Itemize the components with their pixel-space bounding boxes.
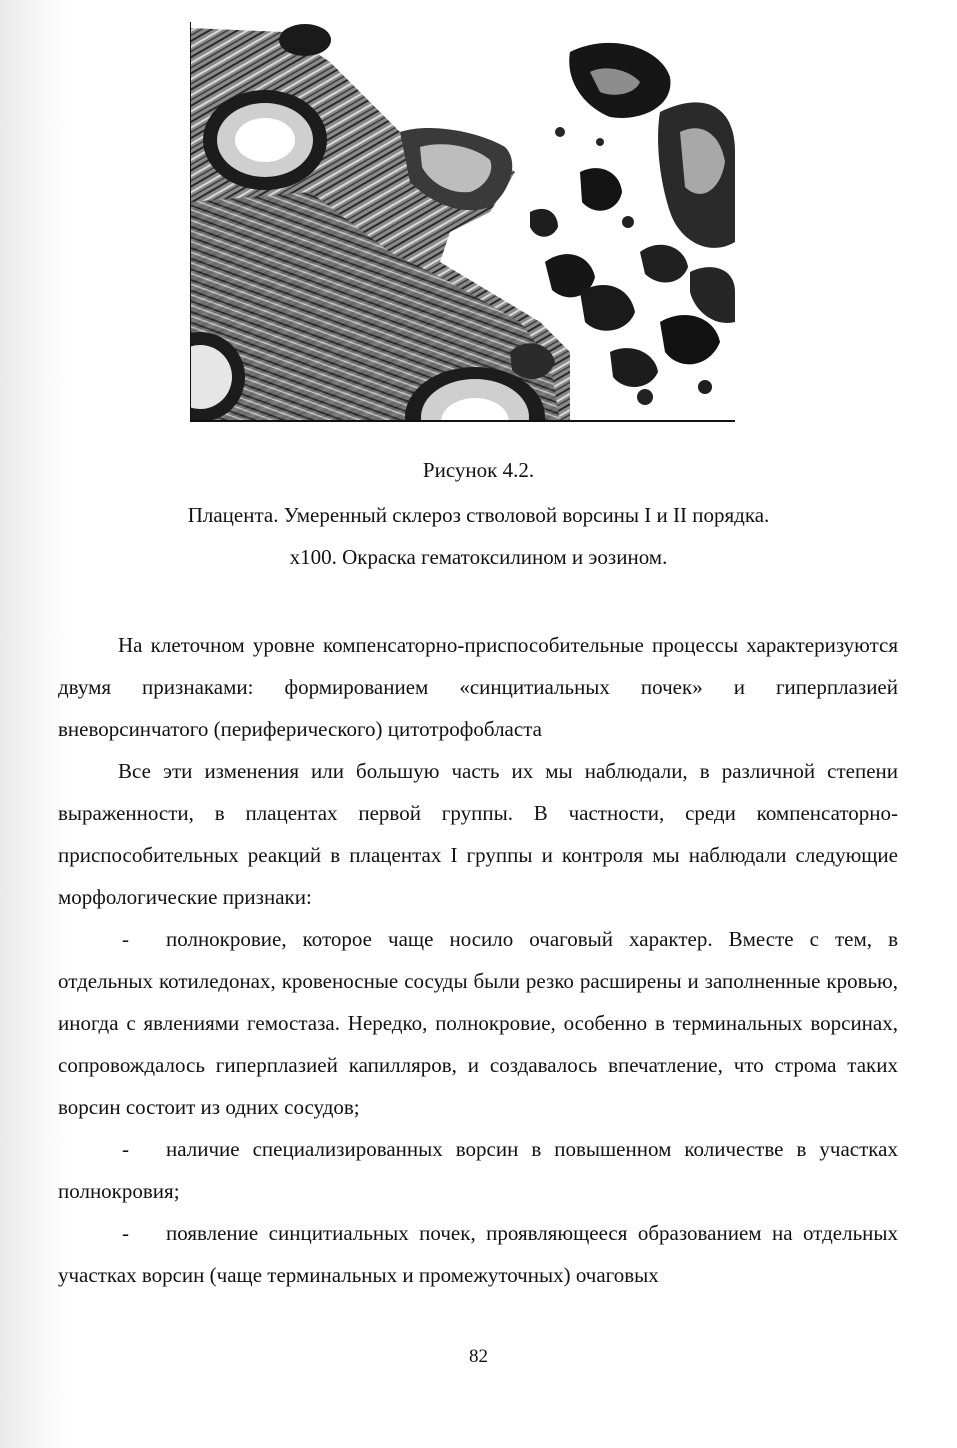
figure-caption-number: Рисунок 4.2. xyxy=(422,458,535,482)
list-item-text: полнокровие, которое чаще носило очаговый характер. Вместе с тем, в отдельных котиледонах, кровеносные сосуды были резко расширены и заполненные кровью, иногда с явлениями гемостаза. Нередко, полнокровие, особенно в терминальных ворсинах, сопровождалось гиперплазией капилляров, и создавалось впечатление, что строма таких ворсин состоит из одних сосудов; xyxy=(58,927,898,1119)
list-marker: - xyxy=(122,927,129,951)
paragraph-1: На клеточном уровне компенсаторно-приспособительные процессы характеризуются двумя признаками: формированием «синцитиальных почек» и гиперплазией вневорсинчатого (периферического) цитотрофобласта xyxy=(58,633,898,741)
list-item-text: появление синцитиальных почек, проявляющееся образованием на отдельных участках ворсин (чаще терминальных и промежуточных) очаговых xyxy=(58,1221,898,1287)
figure-caption-line-2: х100. Окраска гематоксилином и эозином. xyxy=(289,545,668,569)
list-marker: - xyxy=(122,1137,129,1161)
list-item xyxy=(58,1212,898,1296)
list-item xyxy=(58,1128,898,1212)
list-marker: - xyxy=(122,1221,129,1245)
micrograph-image xyxy=(190,22,735,422)
paragraph-2: Все эти изменения или большую часть их мы наблюдали, в различной степени выраженности, в плацентах первой группы. В частности, среди компенсаторно-приспособительных реакций в плацентах I группы и контроля мы наблюдали следующие морфологические признаки: xyxy=(58,759,898,909)
body-text xyxy=(58,624,898,1296)
figure-caption-line-1: Плацента. Умеренный склероз стволовой ворсины I и II порядка. xyxy=(187,503,770,527)
list-item xyxy=(58,918,898,1128)
list-item-text: наличие специализированных ворсин в повышенном количестве в участках полнокровия; xyxy=(58,1137,898,1203)
page-number: 82 xyxy=(469,1346,488,1367)
